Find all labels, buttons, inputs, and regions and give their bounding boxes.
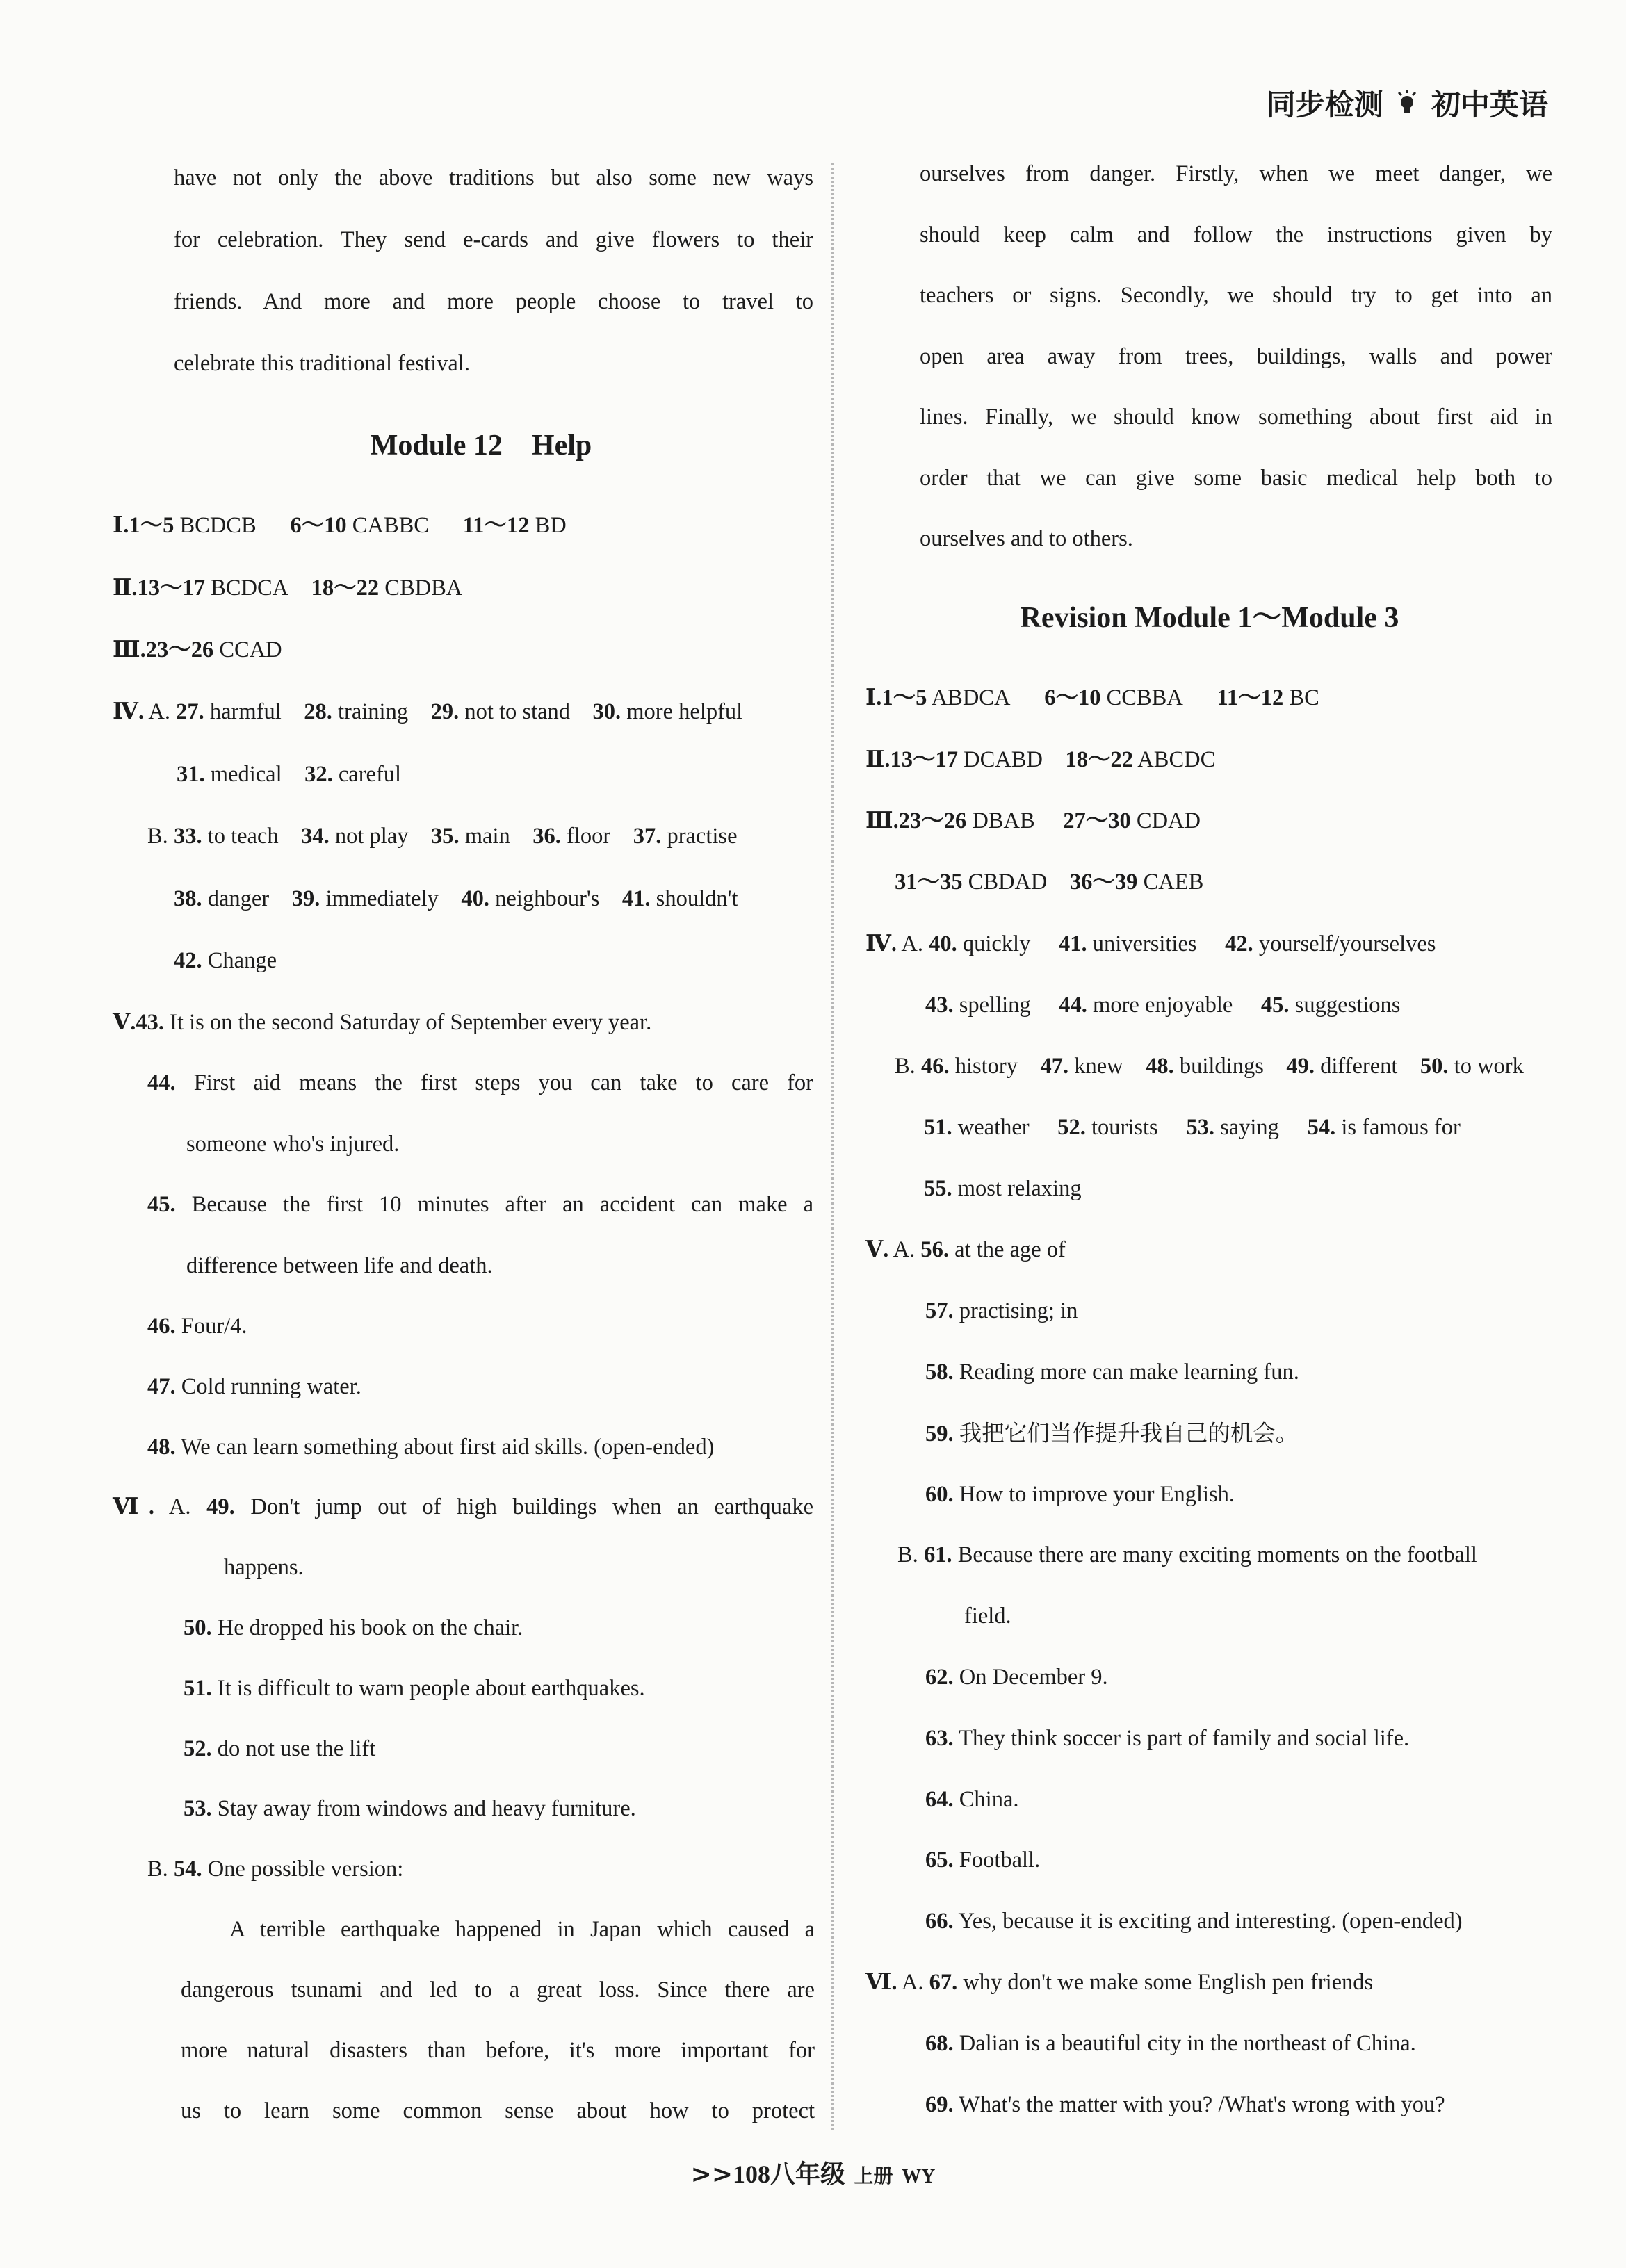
rev-section-4-line-3: B. 46. history 47. knew 48. buildings 49. different 50. to work (895, 1054, 1524, 1079)
footer-arrows: >> (690, 2160, 733, 2189)
essay-line: A terrible earthquake happened in Japan which caused a (229, 1917, 815, 1942)
rev-section-3-cont: 31～35 CBDAD 36～39 CAEB (895, 870, 1204, 895)
rev-section-4-line-5: 55. most relaxing (924, 1176, 1082, 1201)
essay-line: more natural disasters than before, it's more important for (181, 2038, 815, 2063)
section-3-answers: Ⅲ.23～26 CCAD (113, 637, 282, 662)
rev-answer-57: 57. practising; in (925, 1298, 1078, 1323)
rev-answer-67: Ⅵ. A. 67. why don't we make some English pen friends (865, 1970, 1374, 1995)
essay-line: dangerous tsunami and led to a great loss. Since there are (181, 1977, 815, 2002)
brand-right: 初中英语 (1431, 88, 1548, 122)
continued-line: open area away from trees, buildings, walls and power (920, 344, 1552, 369)
answer-43: Ⅴ.43. It is on the second Saturday of September every year. (113, 1010, 652, 1035)
rev-answer-68: 68. Dalian is a beautiful city in the northeast of China. (925, 2031, 1416, 2056)
answer-50: 50. He dropped his book on the chair. (184, 1615, 523, 1640)
page-footer (0, 2155, 1626, 2190)
intro-line: friends. And more and more people choose to travel to (174, 289, 813, 314)
answer-49: Ⅵ. A. 49. Don't jump out of high buildings when an earthquake (113, 1494, 814, 1519)
intro-line: have not only the above traditions but also some new ways (174, 165, 813, 190)
module-12-title: Module 12 Help (370, 430, 592, 462)
footer-edition: WY (902, 2166, 936, 2187)
rev-answer-66: 66. Yes, because it is exciting and interesting. (open-ended) (925, 1909, 1463, 1934)
rev-answer-63: 63. They think soccer is part of family and social life. (925, 1726, 1410, 1751)
answer-48: 48. We can learn something about first aid skills. (open-ended) (147, 1435, 715, 1460)
rev-answer-59: 59. 我把它们当作提升我自己的机会。 (925, 1420, 1299, 1446)
continued-line: ourselves from danger. Firstly, when we meet danger, we (920, 161, 1552, 186)
intro-line: celebrate this traditional festival. (174, 351, 470, 376)
answer-45-cont: difference between life and death. (186, 1253, 493, 1278)
brand-left: 同步检测 (1266, 88, 1383, 122)
rev-section-4-line-1: Ⅳ. A. 40. quickly 41. universities 42. yourself/yourselves (865, 931, 1436, 956)
footer-volume: 上册 (854, 2164, 893, 2187)
rev-answer-58: 58. Reading more can make learning fun. (925, 1360, 1299, 1385)
page-number: 108 (732, 2160, 770, 2188)
rev-section-3: Ⅲ.23～26 DBAB 27～30 CDAD (865, 808, 1201, 833)
answer-49-cont: happens. (224, 1555, 304, 1580)
rev-answer-61-cont: field. (964, 1604, 1011, 1629)
continued-line: should keep calm and follow the instructions given by (920, 222, 1552, 247)
column-divider (831, 163, 834, 2130)
section-4-line-5: 42. Change (174, 948, 277, 973)
answer-51: 51. It is difficult to warn people about earthquakes. (184, 1676, 645, 1701)
section-4-line-1: Ⅳ. A. 27. harmful 28. training 29. not to stand 30. more helpful (113, 699, 743, 724)
continued-line: lines. Finally, we should know something about first aid in (920, 405, 1552, 430)
continued-line: teachers or signs. Secondly, we should try to get into an (920, 283, 1552, 308)
rev-answer-64: 64. China. (925, 1787, 1019, 1812)
section-4-line-2: 31. medical 32. careful (177, 762, 402, 787)
rev-answer-65: 65. Football. (925, 1847, 1041, 1873)
intro-line: for celebration. They send e-cards and give flowers to their (174, 227, 813, 252)
section-4-line-3: B. 33. to teach 34. not play 35. main 36. floor 37. practise (147, 824, 738, 849)
answer-53: 53. Stay away from windows and heavy furniture. (184, 1796, 636, 1821)
answer-44-cont: someone who's injured. (186, 1132, 400, 1157)
answer-52: 52. do not use the lift (184, 1736, 376, 1761)
rev-answer-62: 62. On December 9. (925, 1665, 1108, 1690)
continued-line: ourselves and to others. (920, 526, 1133, 551)
continued-line: order that we can give some basic medical help both to (920, 466, 1552, 491)
rev-answer-56: Ⅴ. A. 56. at the age of (865, 1237, 1066, 1262)
rev-section-4-line-4: 51. weather 52. tourists 53. saying 54. is famous for (924, 1115, 1461, 1140)
rev-answer-61: B. 61. Because there are many exciting moments on the football (897, 1542, 1477, 1567)
answer-45: 45. Because the first 10 minutes after an accident can make a (147, 1192, 814, 1217)
rev-section-4-line-2: 43. spelling 44. more enjoyable 45. suggestions (925, 993, 1401, 1018)
answer-44: 44. First aid means the first steps you can take to care for (147, 1070, 813, 1095)
section-1-answers: Ⅰ.1～5 BCDCB 6～10 CABBC 11～12 BD (113, 513, 567, 538)
revision-module-title: Revision Module 1～Module 3 (1020, 602, 1399, 634)
answer-54: B. 54. One possible version: (147, 1857, 404, 1882)
essay-line: us to learn some common sense about how to protect (181, 2098, 815, 2123)
rev-section-1: Ⅰ.1～5 ABDCA 6～10 CCBBA 11～12 BC (865, 685, 1319, 710)
rev-answer-60: 60. How to improve your English. (925, 1482, 1235, 1507)
rev-section-2: Ⅱ.13～17 DCABD 18～22 ABCDC (865, 747, 1216, 772)
section-2-answers: Ⅱ.13～17 BCDCA 18～22 CBDBA (113, 576, 463, 601)
answer-46: 46. Four/4. (147, 1314, 247, 1339)
section-4-line-4: 38. danger 39. immediately 40. neighbour's 41. shouldn't (174, 886, 738, 911)
brand-header (1267, 82, 1548, 124)
rev-answer-69: 69. What's the matter with you? /What's wrong with you? (925, 2092, 1445, 2117)
footer-grade: 八年级 (770, 2160, 845, 2189)
lightbulb-icon (1393, 88, 1421, 122)
answer-47: 47. Cold running water. (147, 1374, 361, 1399)
